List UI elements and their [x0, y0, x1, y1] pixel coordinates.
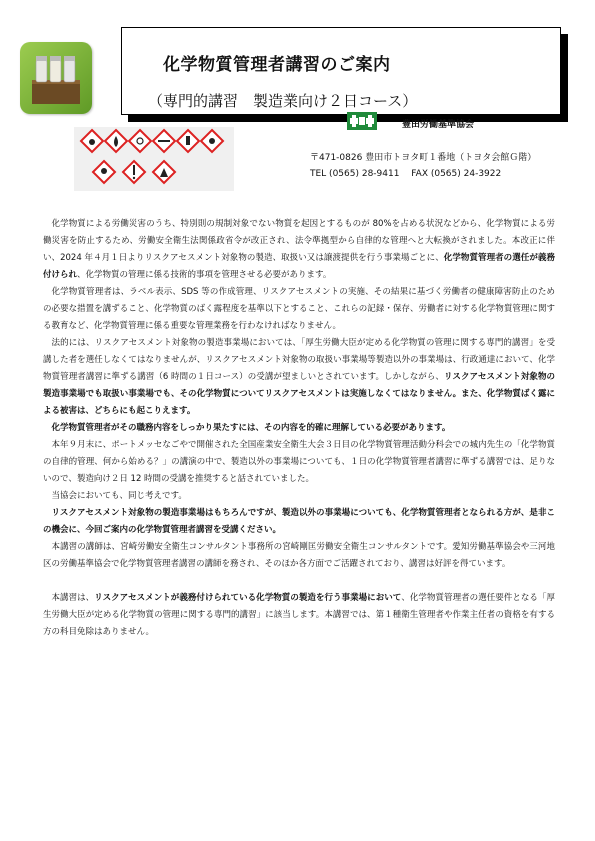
- paragraph: [43, 437, 555, 488]
- text-run: 本講習の講師は、宮崎労働安全衛生コンサルタント事務所の宮崎剛匡労働安全衛生コンサルタントです。愛知労働基準協会や三河地区の労働基準協会で化学物質管理者講習の講師を務され、そのほか各方面でご活躍されており、講習は好評を得ています。: [43, 542, 555, 569]
- org-logo-icon: [347, 112, 377, 130]
- bold-run: リスクアセスメントが義務付けられている化学物質の製造を行う事業場において: [94, 593, 402, 603]
- paragraph: [43, 335, 555, 420]
- text-run: 、化学物質管理者の選任要件となる「厚生労働大臣が定める化学物質の管理に関する専門的講習」に該当します。本講習では、第１種衛生管理者や作業主任者の資格を有する方の科目免除はありません。: [43, 593, 555, 637]
- chemical-jars-image: [20, 42, 92, 114]
- paragraph: [43, 505, 555, 539]
- text-run: 、化学物質の管理に係る技術的事項を管理させる必要があります。: [77, 270, 332, 280]
- text-run: 化学物質による労働災害のうち、特別則の規制対象でない物質を起因とするものが 80%を占める状況などから、化学物質による労働災害を防止するため、労働安全衛生法関係政省令が改正され、法令準拠型から自律的な管理へと大転換がされました。本改正に伴い、2024 年４月１日よりリスクアセスメント対象物の製造、取扱い又は譲渡提供を行う事業場ごとに、: [43, 219, 555, 263]
- page-title: 化学物質管理者講習のご案内: [163, 55, 391, 75]
- paragraph: [43, 284, 555, 335]
- org-phone-fax: TEL (0565) 28-9411 FAX (0565) 24-3922: [310, 169, 502, 179]
- text-run: 法的には、リスクアセスメント対象物の製造事業場においては、「厚生労働大臣が定める化学物質の管理に関する専門的講習」を受講した者を選任しなくてはなりませんが、リスクアセスメント対象物の取扱い事業場等製造以外の事業場は、行政通達において、化学物質管理者講習に準ずる講習（6 時間の１日コース）の受講が望ましいとされています。しかしながら、: [43, 338, 555, 382]
- org-address: 〒471-0826 豊田市トヨタ町１番地（トヨタ会館Ｇ階）: [310, 153, 537, 163]
- text-run: 本講習は、: [51, 593, 95, 603]
- bold-run: リスクアセスメント対象物の製造事業場でも取扱い事業場でも、その化学物質についてリスクアセスメントは実施しなくてはなりません。また、化学物質ばく露による被害は、どちらにも起こりえます。: [43, 372, 556, 416]
- paragraph: [43, 420, 555, 437]
- paragraph: [43, 488, 555, 505]
- text-run: 本年９月末に、ポートメッセなごやで開催された全国産業安全衛生大会３日目の化学物質管理活動分科会での城内先生の「化学物質の自律的管理、何から始める？」の講演の中で、製造以外の事業場についても、１日の化学物質管理者講習に準ずる講習では、足りないので、製造向け２日 12 時間の受講を推奨すると話されていました。: [43, 440, 555, 484]
- bold-run: リスクアセスメント対象物の製造事業場はもちろんですが、製造以外の事業場についても、化学物質管理者となられる方が、是非この機会に、今回ご案内の化学物質管理者講習を受講ください。: [43, 508, 555, 535]
- page-subtitle: （専門的講習 製造業向け２日コース）: [148, 92, 418, 110]
- paragraph: [43, 539, 555, 573]
- bold-run: 化学物質管理者の選任が義務付けられ: [43, 253, 555, 280]
- text-run: 化学物質管理者は、ラベル表示、SDS 等の作成管理、リスクアセスメントの実施、その結果に基づく労働者の健康障害防止のための必要な措置を講ずること、化学物質のばく露程度を基準以下とすること、これらの記録・保存、労働者に対する化学物質管理に関する教育など、化学物質管理に係る重要な管理業務を行わなければなりません。: [43, 287, 555, 331]
- paragraph: [43, 590, 555, 641]
- text-run: 当協会においても、同じ考えです。: [51, 491, 187, 501]
- ghs-hazard-pictograms: [74, 127, 234, 191]
- bold-run: 化学物質管理者がその職務内容をしっかり果たすには、その内容を的確に理解している必要があります。: [51, 423, 451, 433]
- org-name: 豊田労働基準協会: [402, 120, 475, 130]
- paragraph: [43, 216, 555, 284]
- body-text: [43, 216, 555, 641]
